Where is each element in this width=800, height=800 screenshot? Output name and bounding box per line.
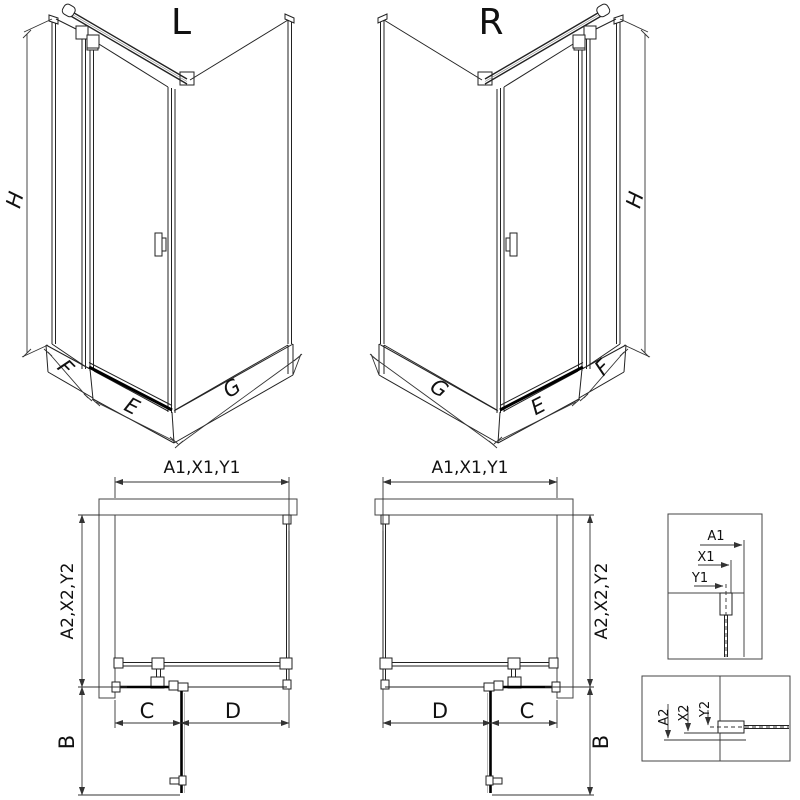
plan-view-right-linework	[375, 477, 594, 795]
iso-left-title: L	[170, 2, 192, 43]
iso-right-dim-h: H	[621, 189, 649, 211]
iso-right-dim-g: G	[425, 373, 453, 403]
iso-right-title: R	[478, 2, 504, 43]
return-panel-g	[175, 14, 294, 410]
wall-hatch	[99, 499, 297, 698]
plan-right-depth-dim: A2,X2,Y2	[592, 562, 612, 640]
plan-side-panel	[280, 515, 292, 689]
plan-left-dim-d: D	[224, 699, 242, 723]
side-panel-f	[49, 15, 86, 369]
detail-top-x1: X1	[697, 550, 715, 565]
plan-dimensions	[78, 477, 289, 795]
iso-right-dim-f: F	[589, 354, 616, 381]
plan-left-depth-dim: A2,X2,Y2	[58, 562, 78, 640]
stabilizer-bar	[61, 3, 187, 84]
dimension-h	[22, 19, 52, 357]
detail-top-a1: A1	[707, 529, 725, 544]
detail-bottom-y2: Y2	[698, 700, 713, 718]
iso-left-dim-e: E	[120, 392, 144, 420]
shower-tray	[46, 344, 293, 443]
door-handle	[155, 233, 166, 256]
plan-door-handle	[170, 776, 186, 785]
plan-view-left-linework	[78, 477, 297, 795]
iso-right-dim-e: E	[526, 392, 550, 420]
plan-door-assembly	[112, 681, 287, 793]
plan-right-dim-c: C	[519, 699, 535, 723]
plan-right-dim-b: B	[589, 734, 613, 750]
plan-left-dim-c: C	[139, 699, 155, 723]
plan-left-dim-b: B	[55, 734, 79, 750]
detail-bottom-a2: A2	[657, 708, 672, 726]
dimension-g	[175, 354, 302, 448]
plan-left-width-dim: A1,X1,Y1	[163, 458, 241, 478]
iso-view-left-linework	[22, 3, 302, 448]
detail-bottom-x2: X2	[677, 704, 692, 722]
iso-left-dim-f: F	[52, 354, 79, 381]
iso-view-right-linework	[370, 3, 650, 448]
iso-left-dim-h: H	[1, 189, 29, 211]
iso-left-dim-g: G	[218, 373, 246, 403]
plan-right-dim-d: D	[431, 699, 449, 723]
plan-stabilizer-bar	[114, 658, 280, 688]
detail-top-y1: Y1	[691, 571, 709, 586]
plan-right-width-dim: A1,X1,Y1	[431, 458, 509, 478]
door-panel	[87, 37, 175, 413]
